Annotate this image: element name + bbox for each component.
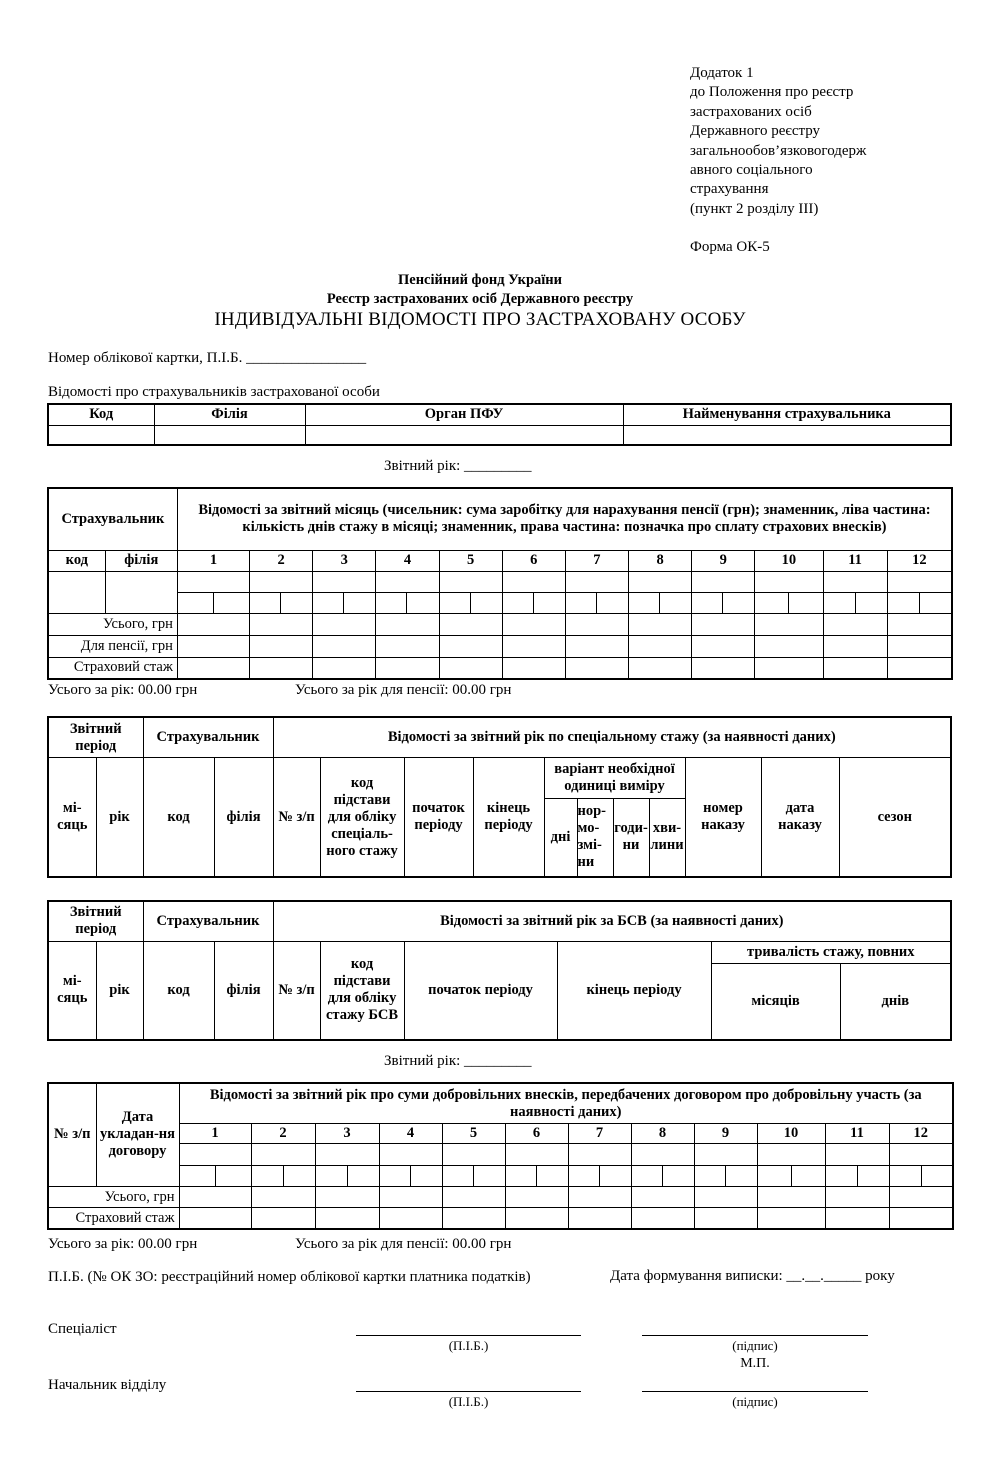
special-start: початок періоду [404,758,473,878]
bsv-branch: філія [214,941,273,1040]
head-name-caption: (П.І.Б.) [448,1394,489,1409]
special-order-no: номер наказу [685,758,761,878]
insurers-table [47,403,952,446]
special-end: кінець періоду [473,758,544,878]
appendix-line: загальнообов’язковогодерж [690,142,867,159]
monthly-branch-header: філія [105,550,177,571]
col-code: Код [48,404,154,425]
v-month-10: 10 [757,1124,825,1144]
head-sign-caption: (підпис) [732,1394,778,1409]
insurers-caption: Відомості про страхувальників застрахованої особи [48,384,380,400]
head-label: Начальник відділу [48,1377,167,1393]
special-num: № з/п [273,758,320,878]
form-code: Форма ОК-5 [690,239,770,256]
special-desc: Відомості за звітний рік по спеціальному стажу (за наявності даних) [273,717,951,758]
page-title: ІНДИВІДУАЛЬНІ ВІДОМОСТІ ПРО ЗАСТРАХОВАНУ ОСОБУ [214,309,746,330]
stamp-place: М.П. [740,1356,770,1371]
specialist-name-caption: (П.І.Б.) [448,1338,489,1353]
report-year-1: Звітний рік: _________ [384,458,532,474]
special-table [47,716,952,878]
v-month-11: 11 [825,1124,889,1144]
v-month-5: 5 [442,1124,505,1144]
bsv-desc: Відомості за звітний рік за БСВ (за наявності даних) [273,901,951,941]
monthly-code-header: код [48,550,105,571]
monthly-desc: Відомості за звітний місяць (чисельник: сума заробітку для нарахування пенсії (грн); знаменник, ліва частина: кількість днів стажу в місяці; знаменник, права частина: позначка про сплату страхових внесків) [177,488,952,550]
bsv-code: код [143,941,214,1040]
special-mins: хви-лини [649,798,685,877]
cell [48,425,154,445]
bsv-months: місяців [711,963,840,1040]
v-month-1: 1 [179,1124,251,1144]
col-insurer-name: Найменування страхувальника [623,404,951,425]
appendix-line: авного соціального [690,162,813,179]
month-7: 7 [565,550,628,571]
cell [623,425,951,445]
bsv-duration: тривалість стажу, повних [711,941,951,963]
month-2: 2 [250,550,313,571]
total-pension-2: Усього за рік для пенсії: 00.00 грн [295,1236,512,1252]
bsv-days: днів [840,963,951,1040]
bsv-num: № з/п [273,941,320,1040]
v-month-8: 8 [631,1124,694,1144]
special-insurer-header: Страхувальник [143,717,273,758]
specialist-sign-caption: (підпис) [732,1338,778,1353]
org-name: Пенсійний фонд України [397,272,563,288]
month-1: 1 [177,550,249,571]
row-total: Усього, грн [48,614,177,636]
appendix-line: страхування [690,181,769,198]
bsv-insurer-header: Страхувальник [143,901,273,941]
cell [48,571,105,614]
bsv-table [47,900,952,1041]
appendix-line: застрахованих осіб [690,103,812,120]
special-norm: нор-мо-змі-ни [577,798,613,877]
v-month-12: 12 [889,1124,953,1144]
special-year: рік [96,758,143,878]
v-month-4: 4 [379,1124,442,1144]
registry-name: Реєстр застрахованих осіб Державного реєстру [326,291,634,307]
special-basis: код підстави для обліку спеціаль-ного стажу [320,758,404,878]
v-month-3: 3 [315,1124,379,1144]
month-11: 11 [823,550,887,571]
head-sign-line [642,1391,868,1392]
col-branch: Філія [154,404,305,425]
card-line: Номер облікової картки, П.І.Б. ________________ [48,350,367,366]
row-insurance-period: Страховий стаж [48,657,177,679]
bsv-start: початок періоду [404,941,557,1040]
total-year-1: Усього за рік: 00.00 грн [48,682,198,698]
head-name-line [356,1391,581,1392]
special-period-header: Звітний період [48,717,143,758]
bsv-basis: код підстави для обліку стажу БСВ [320,941,404,1040]
v-row-insurance-period: Страховий стаж [48,1208,179,1229]
month-3: 3 [313,550,376,571]
month-12: 12 [887,550,952,571]
month-4: 4 [376,550,439,571]
month-9: 9 [692,550,755,571]
monthly-table [47,487,953,680]
special-order-date: дата наказу [761,758,839,878]
voluntary-table [47,1082,954,1230]
bsv-period-header: Звітний період [48,901,143,941]
col-pfu: Орган ПФУ [305,404,623,425]
appendix-line: Додаток 1 [690,65,754,81]
total-year-2: Усього за рік: 00.00 грн [48,1236,198,1252]
special-hours: годи-ни [613,798,649,877]
month-6: 6 [502,550,565,571]
specialist-sign-line [642,1335,868,1336]
row-pension: Для пенсії, грн [48,635,177,657]
special-season: сезон [839,758,951,878]
statement-date: Дата формування виписки: __.__._____ року [610,1268,895,1284]
pib-note: П.І.Б. (№ ОК ЗО: реєстраційний номер облікової картки платника податків) [48,1269,531,1285]
cell [154,425,305,445]
v-month-6: 6 [505,1124,568,1144]
appendix-line: до Положення про реєстр [690,84,854,101]
specialist-name-line [356,1335,581,1336]
special-days: дні [544,798,577,877]
appendix-line: (пункт 2 розділу ІІІ) [690,200,819,217]
appendix-block [690,64,980,258]
bsv-year: рік [96,941,143,1040]
v-row-total: Усього, грн [48,1186,179,1207]
total-pension-1: Усього за рік для пенсії: 00.00 грн [295,682,512,698]
special-month: мі-сяць [48,758,96,878]
special-branch: філія [214,758,273,878]
specialist-label: Спеціаліст [48,1321,117,1337]
month-5: 5 [439,550,502,571]
special-unit: варіант необхідної одиниці виміру [544,758,685,799]
v-month-7: 7 [568,1124,631,1144]
v-month-2: 2 [251,1124,315,1144]
voluntary-date: Дата укладан-ня договору [96,1083,179,1186]
month-8: 8 [629,550,692,571]
monthly-insurer-header: Страхувальник [48,488,177,550]
special-code: код [143,758,214,878]
bsv-end: кінець періоду [557,941,711,1040]
month-10: 10 [755,550,823,571]
bsv-month: мі-сяць [48,941,96,1040]
report-year-2: Звітний рік: _________ [384,1053,532,1069]
cell [105,571,177,614]
appendix-line: Державного реєстру [690,123,821,140]
voluntary-desc: Відомості за звітний рік про суми добровільних внесків, передбачених договором про добровільну участь (за наявності даних) [179,1083,953,1124]
cell [305,425,623,445]
v-month-9: 9 [694,1124,757,1144]
voluntary-num: № з/п [48,1083,96,1186]
